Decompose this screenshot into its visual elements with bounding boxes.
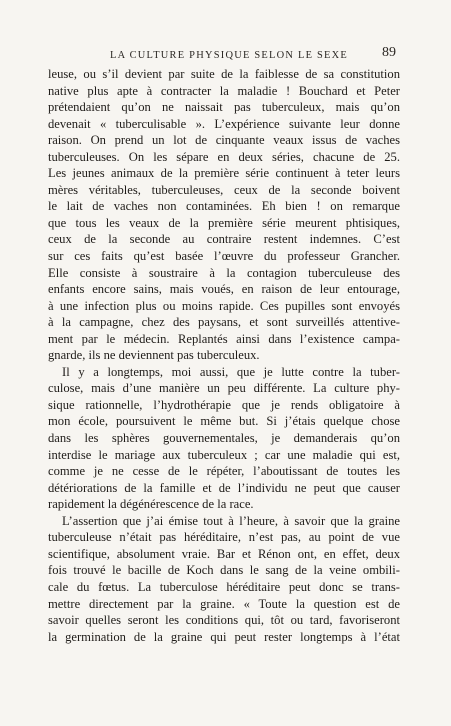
text-line: savoir quelles seront les conditions qui, tôt ou tard, favoriseront: [48, 613, 400, 628]
text-line: dans les sphères gouvernementales, je demanderais qu’on: [48, 431, 400, 446]
text-line: gnarde, ils ne deviennent pas tuberculeux.: [48, 348, 260, 363]
text-line: sique rationnelle, l’hydrothérapie que je rends obligatoire à: [48, 397, 400, 412]
text-line: cale du fœtus. La tuberculose héréditaire peut donc se trans-: [48, 579, 400, 594]
text-line: enfants encore sains, mais voués, en raison de leur entourage,: [48, 282, 400, 297]
text-line: Elle consiste à soustraire à la contagion tuberculeuse des: [48, 265, 400, 280]
body-text: [48, 66, 400, 645]
text-line: ment par le médecin. Replantés ainsi dans l’existence campa-: [48, 331, 400, 346]
text-line: Les jeunes animaux de la première série continuent à teter leurs: [48, 166, 400, 181]
text-line: culose, mais d’une manière un peu différente. La culture phy-: [48, 381, 400, 396]
text-line: raison. On prend un lot de cinquante veaux issus de vaches: [48, 133, 400, 148]
text-line: leuse, ou s’il devient par suite de la faiblesse de sa constitution: [48, 67, 400, 81]
text-line: scientifique, absolument vraie. Bar et Rénon ont, en effet, deux: [48, 546, 400, 561]
text-line: fois trouvé le bacille de Koch dans le sang de la veine ombili-: [48, 563, 400, 578]
text-line: prétendaient qu’on ne naissait pas tuberculeux, mais qu’on: [48, 100, 400, 115]
running-title: LA CULTURE PHYSIQUE SELON LE SEXE: [110, 50, 349, 61]
text-line: que tous les veaux de la première série meurent phtisiques,: [48, 215, 400, 230]
text-line: comme je ne cesse de le répéter, l’aboutissant de toutes les: [48, 464, 400, 479]
page-number: 89: [382, 45, 396, 60]
text-line: rapidement la dégénérescence de la race.: [48, 497, 254, 512]
text-line: sur ces faits qu’est basée l’œuvre du professeur Grancher.: [48, 249, 400, 264]
text-line: à une infection plus ou moins rapide. Ces pupilles sont envoyés: [48, 298, 400, 313]
text-line: à la campagne, chez des paysans, et sont surveillés attentive-: [48, 315, 400, 330]
text-line: mettre directement par la graine. « Toute la question est de: [48, 596, 400, 611]
text-line: mères véritables, tuberculeuses, ceux de la seconde boivent: [48, 182, 400, 197]
text-line: interdise le mariage aux tuberculeux ; car une maladie qui est,: [48, 447, 400, 462]
text-line: mon école, poursuivent le même but. Si j’étais quelque chose: [48, 414, 400, 429]
text-line: devenait « tuberculisable ». L’expérience suivante leur donne: [48, 116, 400, 131]
text-line: L’assertion que j’ai émise tout à l’heure, à savoir que la graine: [62, 513, 400, 528]
text-line: tuberculeuse n’était pas héréditaire, n’est pas, au point de vue: [48, 530, 400, 545]
text-line: détériorations de la famille et de l’individu ne peut que causer: [48, 480, 400, 495]
text-line: tuberculeuses. On les sépare en deux séries, chacune de 25.: [48, 149, 400, 164]
page-header: [0, 44, 451, 64]
text-line: Il y a longtemps, moi aussi, que je lutte contre la tuber-: [62, 364, 400, 379]
text-line: la germination de la graine qui peut rester longtemps à l’état: [48, 629, 400, 644]
text-line: ceux de la seconde au contraire restent indemnes. C’est: [48, 232, 400, 247]
text-line: le lait de vaches non contaminées. Eh bien ! on remarque: [48, 199, 400, 214]
text-line: native plus apte à contracter la maladie ! Bouchard et Peter: [48, 83, 400, 98]
